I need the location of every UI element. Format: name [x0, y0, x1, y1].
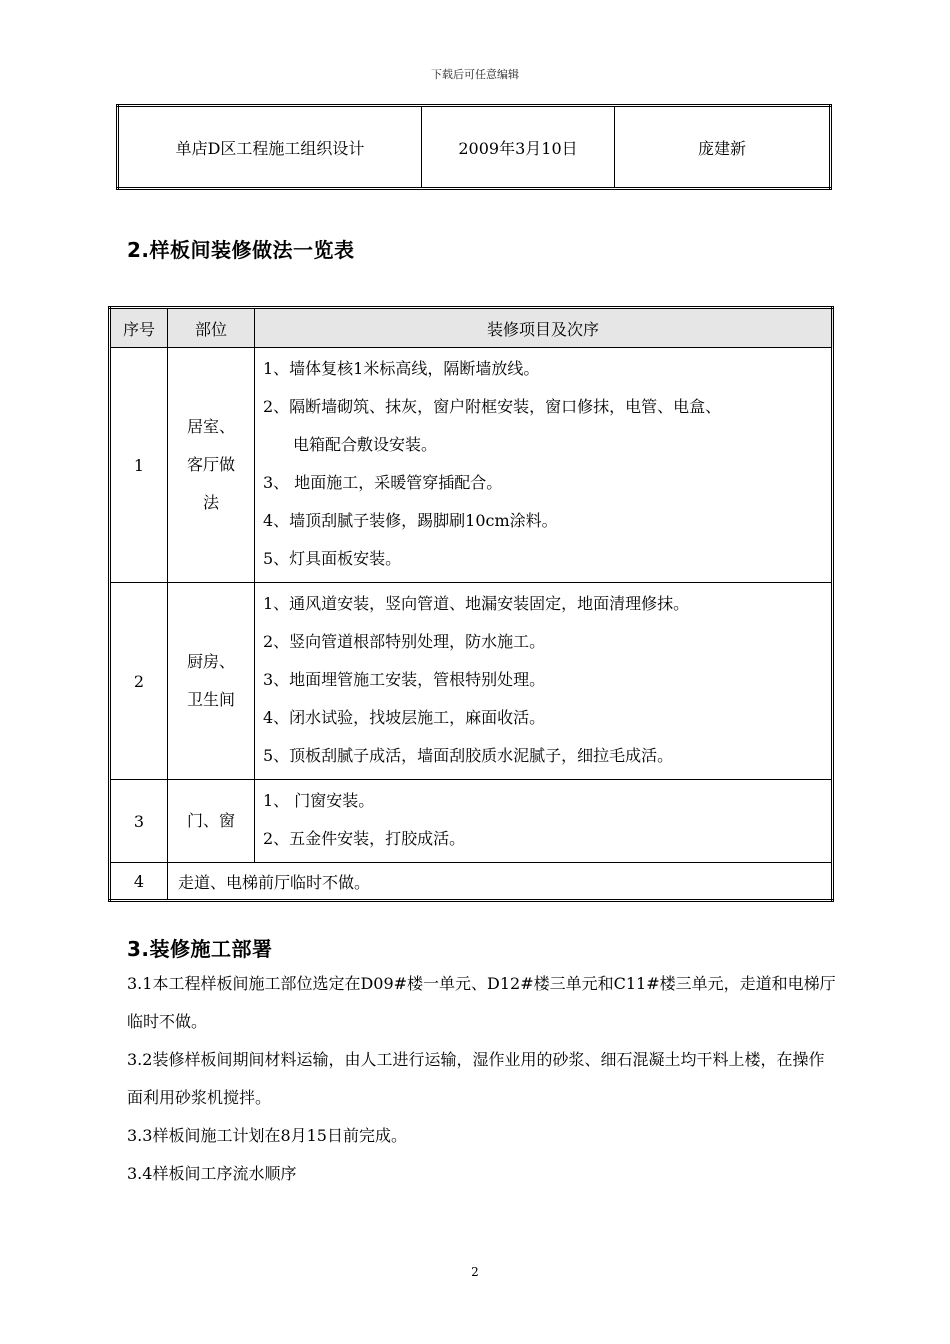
row-part: [168, 780, 255, 863]
row-merged-text: 走道、电梯前厅临时不做。: [168, 863, 833, 901]
document-date-cell: 2009年3月10日: [422, 106, 615, 189]
list-item: 1、 门窗安装。: [263, 791, 375, 810]
list-item: 2、五金件安装，打胶成活。: [263, 829, 466, 848]
document-title-cell: 单店D区工程施工组织设计: [118, 106, 422, 189]
document-info-table: [116, 104, 832, 190]
part-line: 居室、: [186, 417, 235, 436]
document-author-cell: 庞建新: [615, 106, 831, 189]
row-number: 1: [110, 348, 168, 583]
table-row: [110, 348, 833, 583]
list-item-continuation: 电箱配合敷设安装。: [293, 435, 438, 454]
part-line: 厨房、: [186, 652, 235, 671]
paragraph-3-4: 3.4样板间工序流水顺序: [127, 1164, 297, 1183]
column-header-items: 装修项目及次序: [255, 308, 833, 348]
renovation-methods-table: [108, 306, 834, 902]
list-item: 3、地面埋管施工安装，管根特别处理。: [263, 670, 546, 689]
column-header-no: 序号: [110, 308, 168, 348]
page-header-note: 下载后可任意编辑: [431, 68, 519, 81]
row-number: 4: [110, 863, 168, 901]
part-line: 法: [202, 493, 219, 512]
list-item: 2、隔断墙砌筑、抹灰，窗户附框安装，窗口修抹，电管、电盒、: [263, 397, 722, 416]
row-part: [168, 348, 255, 583]
list-item: 5、灯具面板安装。: [263, 549, 402, 568]
list-item: 3、 地面施工，采暖管穿插配合。: [263, 473, 503, 492]
list-item: 2、竖向管道根部特别处理，防水施工。: [263, 632, 546, 651]
row-items: [255, 348, 833, 583]
table-row: [110, 863, 833, 901]
row-items: [255, 583, 833, 780]
paragraph-3-2: 3.2装修样板间期间材料运输，由人工进行运输，湿作业用的砂浆、细石混凝土均干料上楼，在操作面利用砂浆机搅拌。: [127, 1050, 825, 1107]
list-item: 4、墙顶刮腻子装修，踢脚刷10cm涂料。: [263, 511, 558, 530]
list-item: 5、顶板刮腻子成活，墙面刮胶质水泥腻子，细拉毛成活。: [263, 746, 674, 765]
paragraph-3-3: 3.3样板间施工计划在8月15日前完成。: [127, 1126, 407, 1145]
part-line: 客厅做: [186, 455, 235, 474]
row-items: [255, 780, 833, 863]
paragraph-3-1: 3.1本工程样板间施工部位选定在D09#楼一单元、D12#楼三单元和C11#楼三单元，走道和电梯厅临时不做。: [127, 974, 836, 1031]
section3-heading: 3.装修施工部署: [127, 937, 273, 961]
table-row: [110, 780, 833, 863]
column-header-part: 部位: [168, 308, 255, 348]
table-header-row: [110, 308, 833, 348]
table-row: [110, 583, 833, 780]
section2-heading: 2.样板间装修做法一览表: [127, 238, 355, 262]
part-line: 卫生间: [186, 690, 235, 709]
page-number: 2: [471, 1265, 479, 1279]
list-item: 1、墙体复核1米标高线，隔断墙放线。: [263, 359, 540, 378]
row-number: 2: [110, 583, 168, 780]
row-number: 3: [110, 780, 168, 863]
list-item: 4、闭水试验，找坡层施工，麻面收活。: [263, 708, 546, 727]
row-part: [168, 583, 255, 780]
part-line: 门、窗: [186, 811, 235, 830]
list-item: 1、通风道安装，竖向管道、地漏安装固定，地面清理修抹。: [263, 594, 690, 613]
